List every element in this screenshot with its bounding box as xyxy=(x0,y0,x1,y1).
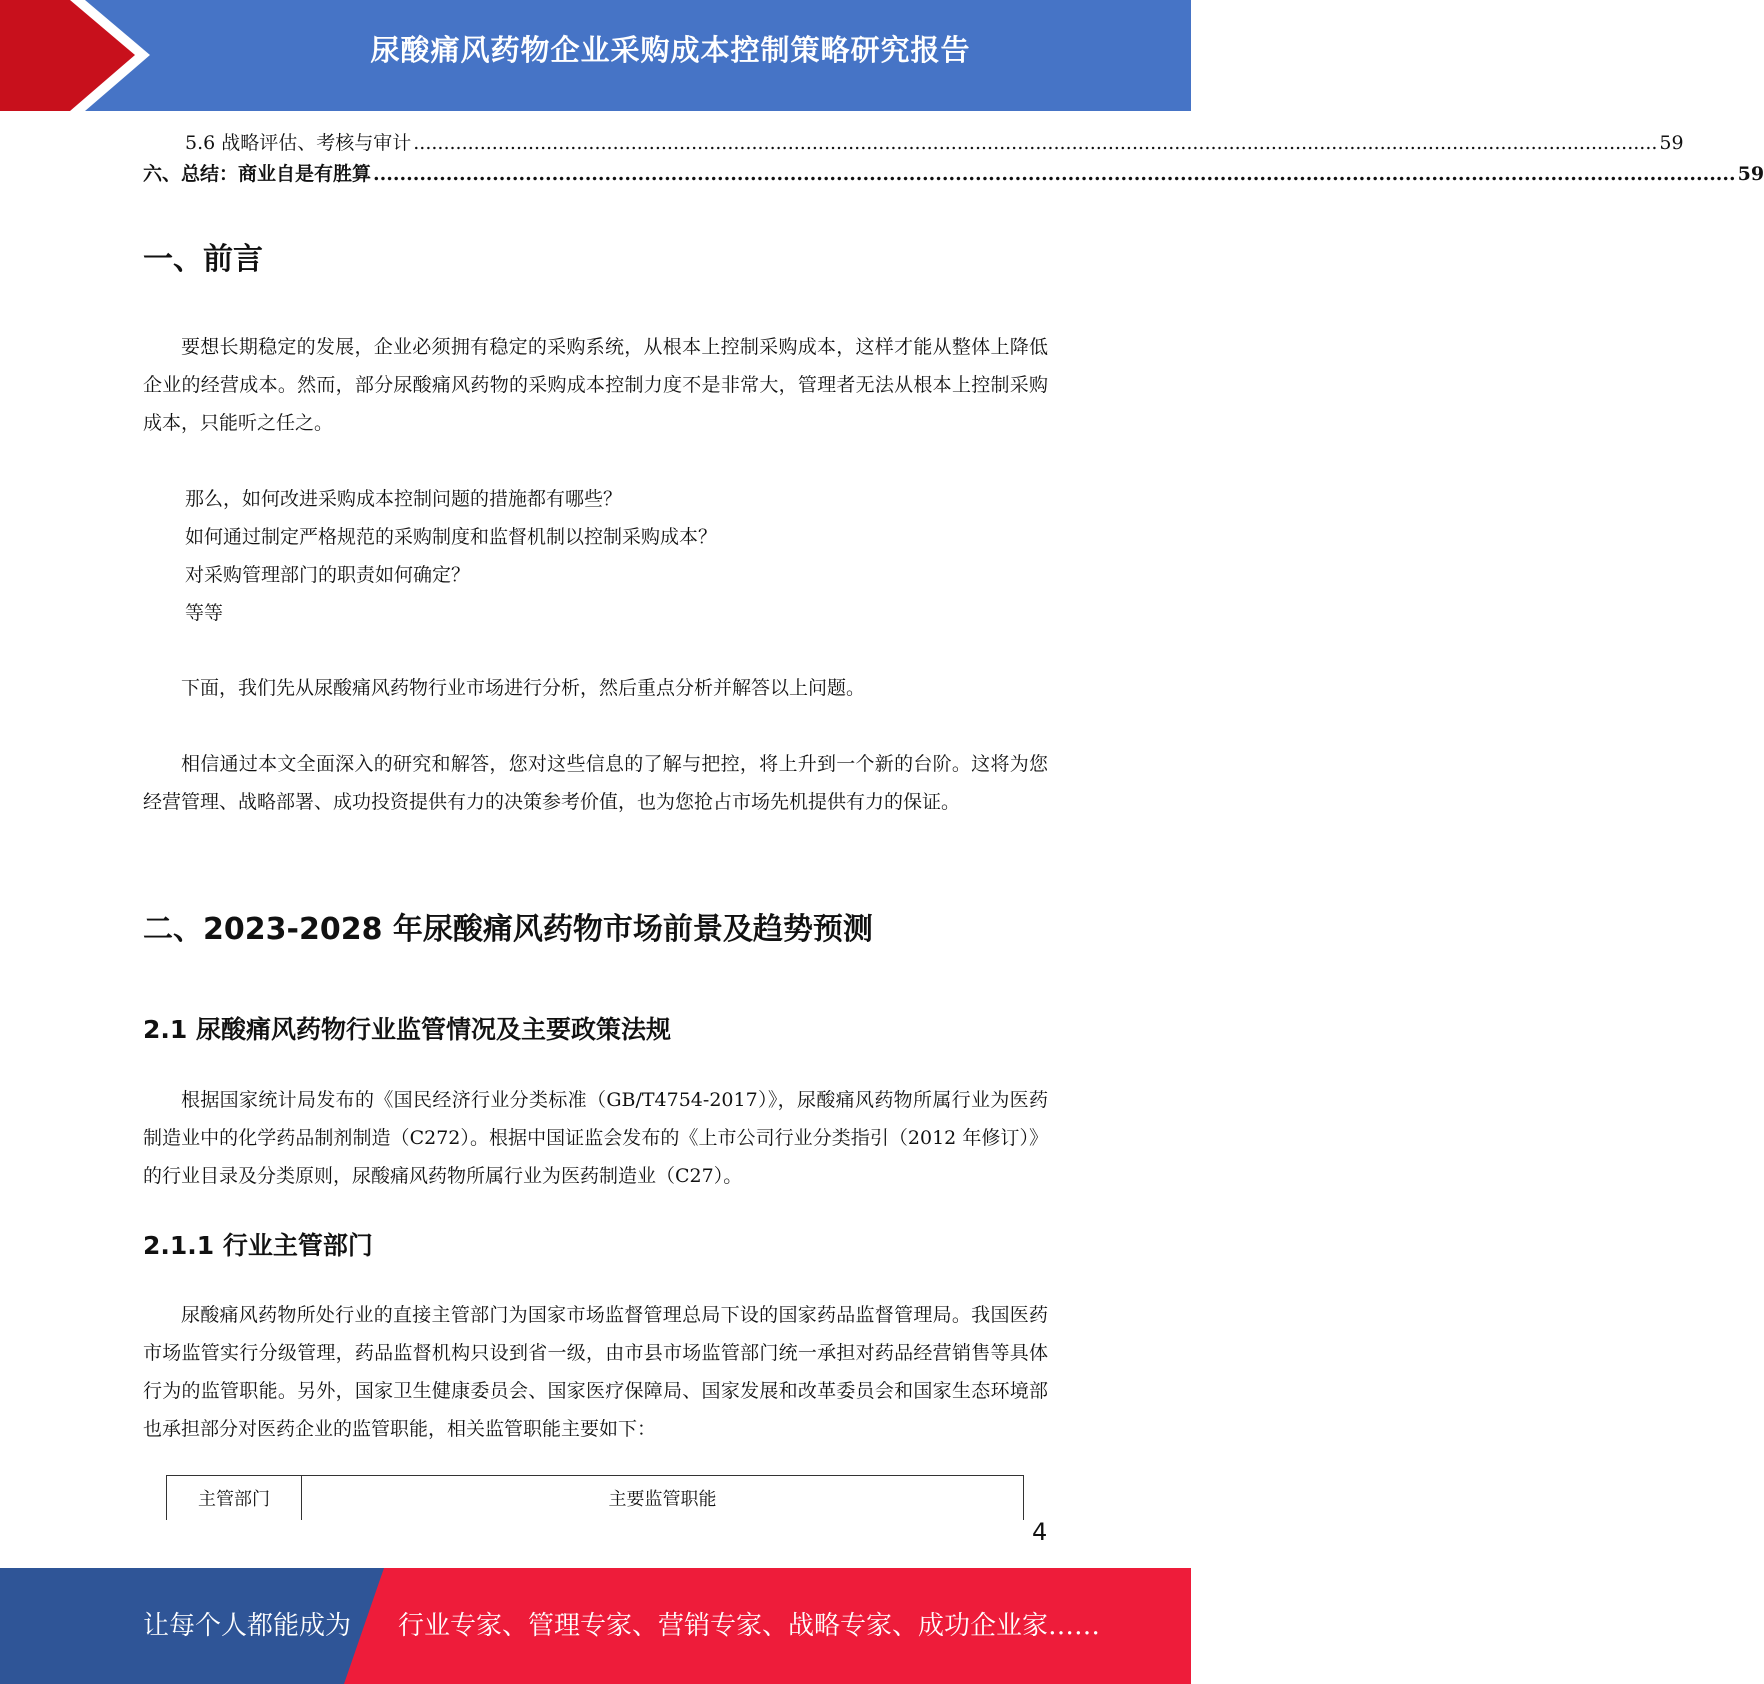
toc-tail xyxy=(143,128,1764,190)
subsection-title-authority: 2.1.1 行业主管部门 xyxy=(143,1231,373,1260)
subsection-title-regulation: 2.1 尿酸痛风药物行业监管情况及主要政策法规 xyxy=(143,1015,671,1044)
paragraph: 要想长期稳定的发展，企业必须拥有稳定的采购系统，从根本上控制采购成本，这样才能从整体上降低企业的经营成本。然而，部分尿酸痛风药物的采购成本控制力度不是非常大，管理者无法从根本上控制采购成本，只能听之任之。 xyxy=(143,336,1048,434)
toc-item-page: 59 xyxy=(1659,132,1684,154)
preface-paragraph-1 xyxy=(143,328,1048,442)
paragraph: 根据国家统计局发布的《国民经济行业分类标准（GB/T4754-2017）》，尿酸痛风药物所属行业为医药制造业中的化学药品制剂制造（C272）。根据中国证监会发布的《上市公司行业分类指引（2012 年修订）》的行业目录及分类原则，尿酸痛风药物所属行业为医药制造业（C27）。 xyxy=(143,1089,1048,1187)
question-line: 等等 xyxy=(185,602,224,624)
preface-questions xyxy=(143,480,1048,632)
paragraph: 相信通过本文全面深入的研究和解答，您对这些信息的了解与把控，将上升到一个新的台阶。这将为您经营管理、战略部署、成功投资提供有力的决策参考价值，也为您抢占市场先机提供有力的保证。 xyxy=(143,753,1048,813)
page-footer xyxy=(0,1568,1191,1684)
section-title-preface: 一、前言 xyxy=(143,242,263,277)
header-arrow-decoration xyxy=(0,0,150,111)
preface-paragraph-3 xyxy=(143,745,1048,821)
table-header-department: 主管部门 xyxy=(167,1476,302,1521)
question-line: 对采购管理部门的职责如何确定？ xyxy=(185,564,471,586)
page-number: 4 xyxy=(1032,1518,1048,1546)
toc-item[interactable] xyxy=(143,128,1684,159)
toc-leader-dots: .............................................................................................................................................................................................................. xyxy=(373,163,1736,185)
regulatory-duties-table xyxy=(166,1475,1024,1520)
toc-item-label: 六、总结：商业自是有胜算 xyxy=(143,163,372,185)
table-header-duties: 主要监管职能 xyxy=(302,1476,1024,1521)
section-title-market-outlook: 二、2023-2028 年尿酸痛风药物市场前景及趋势预测 xyxy=(143,912,873,947)
regulation-paragraph xyxy=(143,1081,1048,1195)
toc-item[interactable] xyxy=(143,159,1764,190)
footer-slogan-right: 行业专家、管理专家、营销专家、战略专家、成功企业家…… xyxy=(398,1611,1101,1641)
toc-item-page: 59 xyxy=(1737,163,1764,185)
question-line: 如何通过制定严格规范的采购制度和监督机制以控制采购成本？ xyxy=(185,526,718,548)
paragraph: 下面，我们先从尿酸痛风药物行业市场进行分析，然后重点分析并解答以上问题。 xyxy=(181,677,866,699)
question-line: 那么，如何改进采购成本控制问题的措施都有哪些？ xyxy=(185,488,623,510)
toc-leader-dots: .............................................................................................................................................................................................................. xyxy=(413,132,1658,154)
paragraph: 尿酸痛风药物所处行业的直接主管部门为国家市场监督管理总局下设的国家药品监督管理局。我国医药市场监管实行分级管理，药品监督机构只设到省一级，由市县市场监管部门统一承担对药品经营销售等具体行为的监管职能。另外，国家卫生健康委员会、国家医疗保障局、国家发展和改革委员会和国家生态环境部也承担部分对医药企业的监管职能，相关监管职能主要如下： xyxy=(143,1304,1048,1440)
authority-paragraph xyxy=(143,1296,1048,1448)
table-header-row xyxy=(167,1476,1024,1521)
report-title: 尿酸痛风药物企业采购成本控制策略研究报告 xyxy=(370,33,971,67)
preface-paragraph-2 xyxy=(143,669,1048,707)
page-header xyxy=(0,0,1191,111)
toc-item-label: 5.6 战略评估、考核与审计 xyxy=(185,132,412,154)
footer-slogan-left: 让每个人都能成为 xyxy=(143,1611,352,1641)
